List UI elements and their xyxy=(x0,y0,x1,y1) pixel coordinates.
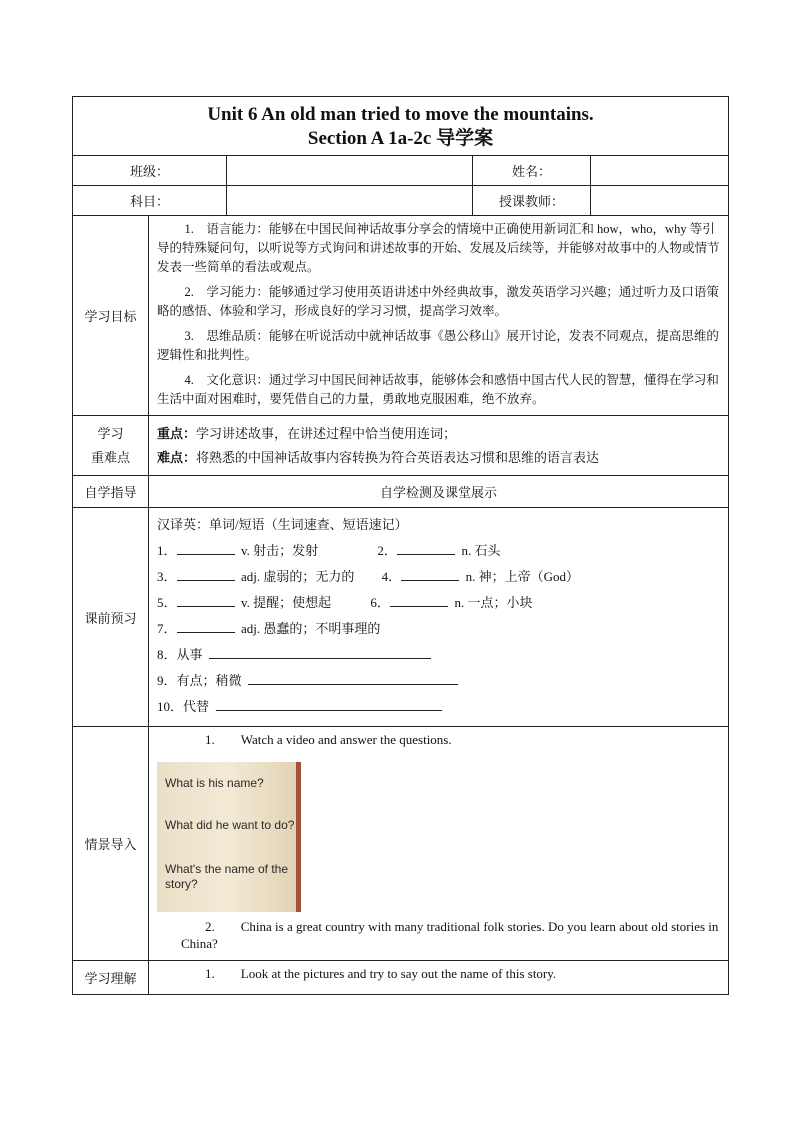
preview-row-4 xyxy=(157,616,720,642)
video-question: What did he want to do? xyxy=(165,818,295,832)
class-field[interactable] xyxy=(227,156,473,186)
situation-task-2: 2. China is a great country with many traditional folk stories. Do you learn about old stories in China? xyxy=(181,919,719,951)
focus-label-line1: 学习 xyxy=(97,425,124,441)
item-prompt: 9．有点；稍微 xyxy=(157,673,242,688)
item-meaning: adj. 虚弱的；无力的 xyxy=(241,569,355,584)
item-meaning: n. 石头 xyxy=(461,543,501,558)
item-number: 4． xyxy=(381,569,402,584)
item-prompt: 10．代替 xyxy=(157,699,210,714)
class-label: 班级： xyxy=(73,156,227,186)
preview-cell xyxy=(149,508,729,727)
focus-label xyxy=(73,416,149,476)
video-thumbnail[interactable] xyxy=(157,762,301,912)
answer-blank[interactable] xyxy=(209,642,431,659)
objective-4: 4. 文化意识：通过学习中国民间神话故事，能够体会和感悟中国古代人民的智慧，懂得在学习和生活中面对困难时，要凭借自己的力量，勇敢地克服困难，绝不放弃。 xyxy=(157,373,719,406)
teacher-label: 授课教师： xyxy=(473,186,591,216)
focus-label-line2: 重难点 xyxy=(90,449,130,465)
difficult-point xyxy=(157,446,720,470)
subject-label: 科目： xyxy=(73,186,227,216)
answer-blank[interactable] xyxy=(248,668,458,685)
item-meaning: n. 神；上帝（God） xyxy=(465,569,580,584)
title-cell xyxy=(73,97,729,156)
item-meaning: v. 射击；发射 xyxy=(241,543,319,558)
item-number: 3． xyxy=(157,569,177,584)
answer-blank[interactable] xyxy=(401,564,459,581)
answer-blank[interactable] xyxy=(177,616,235,633)
difficult-point-label: 难点： xyxy=(157,449,197,465)
situation-cell xyxy=(149,727,729,961)
key-point xyxy=(157,422,720,446)
answer-blank[interactable] xyxy=(216,694,442,711)
item-number: 2． xyxy=(377,543,397,558)
item-number: 6． xyxy=(370,595,390,610)
understanding-cell xyxy=(149,961,729,995)
teacher-field[interactable] xyxy=(591,186,729,216)
preview-row-2 xyxy=(157,564,720,590)
worksheet xyxy=(72,96,728,995)
subject-field[interactable] xyxy=(227,186,473,216)
page-title: Unit 6 An old man tried to move the mountains. xyxy=(207,104,594,125)
situation-label: 情景导入 xyxy=(73,727,149,961)
answer-blank[interactable] xyxy=(177,590,235,607)
item-number: 5． xyxy=(157,595,177,610)
understanding-task-1: 1. Look at the pictures and try to say out the name of this story. xyxy=(205,966,557,981)
preview-row-3 xyxy=(157,590,720,616)
item-number: 1． xyxy=(157,543,177,558)
focus-cell xyxy=(149,416,729,476)
page-subtitle: Section A 1a-2c 导学案 xyxy=(307,128,494,149)
objective-2: 2. 学习能力：能够通过学习使用英语讲述中外经典故事，激发英语学习兴趣；通过听力及口语策略的感悟、体验和学习，形成良好的学习习惯，提高学习效率。 xyxy=(157,285,719,318)
name-label: 姓名： xyxy=(473,156,591,186)
objective-3: 3. 思维品质：能够在听说活动中就神话故事《愚公移山》展开讨论，发表不同观点，提高思维的逻辑性和批判性。 xyxy=(157,329,719,362)
item-number: 7． xyxy=(157,621,177,636)
guide-table xyxy=(72,96,729,995)
preview-label: 课前预习 xyxy=(73,508,149,727)
preview-row-6 xyxy=(157,668,720,694)
objectives-cell xyxy=(149,216,729,416)
item-meaning: v. 提醒；使想起 xyxy=(241,595,332,610)
item-meaning: adj. 愚蠢的；不明事理的 xyxy=(241,621,381,636)
answer-blank[interactable] xyxy=(397,538,455,555)
preview-row-1 xyxy=(157,538,720,564)
preview-row-5 xyxy=(157,642,720,668)
preview-intro: 汉译英：单词/短语（生词速查、短语速记） xyxy=(157,517,408,532)
guide-text: 自学检测及课堂展示 xyxy=(149,476,729,508)
situation-task-1: 1. Watch a video and answer the questions. xyxy=(205,732,452,747)
answer-blank[interactable] xyxy=(177,538,235,555)
guide-label: 自学指导 xyxy=(73,476,149,508)
video-question: What is his name? xyxy=(165,776,264,790)
answer-blank[interactable] xyxy=(177,564,235,581)
name-field[interactable] xyxy=(591,156,729,186)
difficult-point-text: 将熟悉的中国神话故事内容转换为符合英语表达习惯和思维的语言表达 xyxy=(196,449,600,465)
preview-row-7 xyxy=(157,694,720,720)
video-question: What's the name of the story? xyxy=(165,862,289,891)
key-point-text: 学习讲述故事，在讲述过程中恰当使用连词； xyxy=(196,425,457,441)
answer-blank[interactable] xyxy=(390,590,448,607)
key-point-label: 重点： xyxy=(157,425,197,441)
objectives-label: 学习目标 xyxy=(73,216,149,416)
item-meaning: n. 一点；小块 xyxy=(454,595,533,610)
objective-1: 1. 语言能力：能够在中国民间神话故事分享会的情境中正确使用新词汇和 how，who，why 等引导的特殊疑问句，以听说等方式询问和讲述故事的开始、发展及后续等，并能够对故事中的人物或情节发表一些简单的看法或观点。 xyxy=(157,222,720,274)
understanding-label: 学习理解 xyxy=(73,961,149,995)
item-prompt: 8．从事 xyxy=(157,647,203,662)
